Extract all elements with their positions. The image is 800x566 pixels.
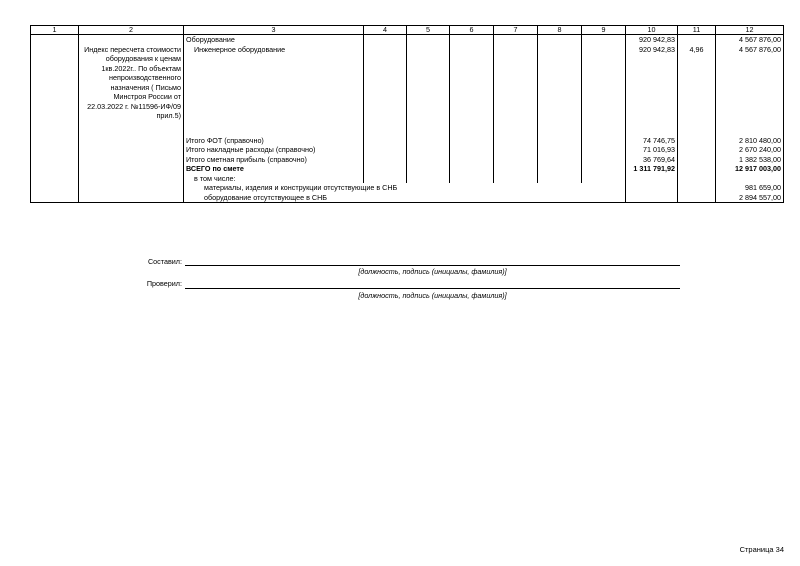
checked-signature-line: [185, 288, 680, 289]
checked-hint: [должность, подпись (инициалы, фамилия)]: [358, 291, 507, 300]
including-materials-row: [31, 183, 784, 193]
total-row-overhead: [31, 145, 784, 155]
section-title: Оборудование: [184, 35, 364, 45]
including-item-col12: 2 894 557,00: [716, 193, 784, 203]
total-col12: 1 382 538,00: [716, 155, 784, 165]
grand-total-row: [31, 164, 784, 174]
including-item-label: материалы, изделия и конструкции отсутствующие в СНБ: [184, 183, 626, 193]
section-total-col10: 920 942,83: [626, 35, 678, 45]
col-header: 12: [716, 26, 784, 35]
total-row-profit: [31, 155, 784, 165]
total-label: Итого ФОТ (справочно): [184, 136, 364, 146]
section-total-col12: 4 567 876,00: [716, 35, 784, 45]
checked-label: Проверил:: [146, 279, 182, 288]
compiled-label: Составил:: [147, 257, 182, 266]
compiled-signature-line: [185, 265, 680, 266]
item-name: Инженерное оборудование: [184, 45, 364, 121]
total-col12: 2 810 480,00: [716, 136, 784, 146]
col-header: 9: [582, 26, 626, 35]
grand-total-col12: 12 917 003,00: [716, 164, 784, 174]
including-label: в том числе:: [184, 174, 364, 184]
including-item-label: оборудование отсутствующее в СНБ: [184, 193, 626, 203]
total-col12: 2 670 240,00: [716, 145, 784, 155]
col-header: 10: [626, 26, 678, 35]
item-col11: 4,96: [678, 45, 716, 121]
column-number-row: [31, 26, 784, 35]
section-row: [31, 35, 784, 45]
estimate-table: [30, 25, 784, 203]
col-header: 8: [538, 26, 582, 35]
col-header: 3: [184, 26, 364, 35]
total-col10: 74 746,75: [626, 136, 678, 146]
col-header: 11: [678, 26, 716, 35]
total-col10: 36 769,64: [626, 155, 678, 165]
item-row: [31, 45, 784, 121]
grand-total-col10: 1 311 791,92: [626, 164, 678, 174]
col-header: 2: [79, 26, 184, 35]
item-col12: 4 567 876,00: [716, 45, 784, 121]
total-label: Итого накладные расходы (справочно): [184, 145, 364, 155]
page-number: Страница 34: [739, 545, 784, 554]
total-label: Итого сметная прибыль (справочно): [184, 155, 364, 165]
col-header: 4: [364, 26, 407, 35]
compiled-hint: [должность, подпись (инициалы, фамилия)]: [358, 267, 507, 276]
estimate-sheet: [30, 25, 782, 203]
grand-total-label: ВСЕГО по смете: [184, 164, 364, 174]
col-header: 1: [31, 26, 79, 35]
col-header: 5: [407, 26, 450, 35]
col-header: 7: [494, 26, 538, 35]
total-row-fot: [31, 136, 784, 146]
col-header: 6: [450, 26, 494, 35]
total-col10: 71 016,93: [626, 145, 678, 155]
item-col10: 920 942,83: [626, 45, 678, 121]
including-row: [31, 174, 784, 184]
index-note: Индекс пересчета стоимости оборудования к ценам 1кв.2022г.. По объектам непроизводственного назначения ( Письмо Минстроя России от 22.03.2022 г. №11596-ИФ/09 прил.5): [79, 45, 184, 121]
including-equipment-row: [31, 193, 784, 203]
including-item-col12: 981 659,00: [716, 183, 784, 193]
